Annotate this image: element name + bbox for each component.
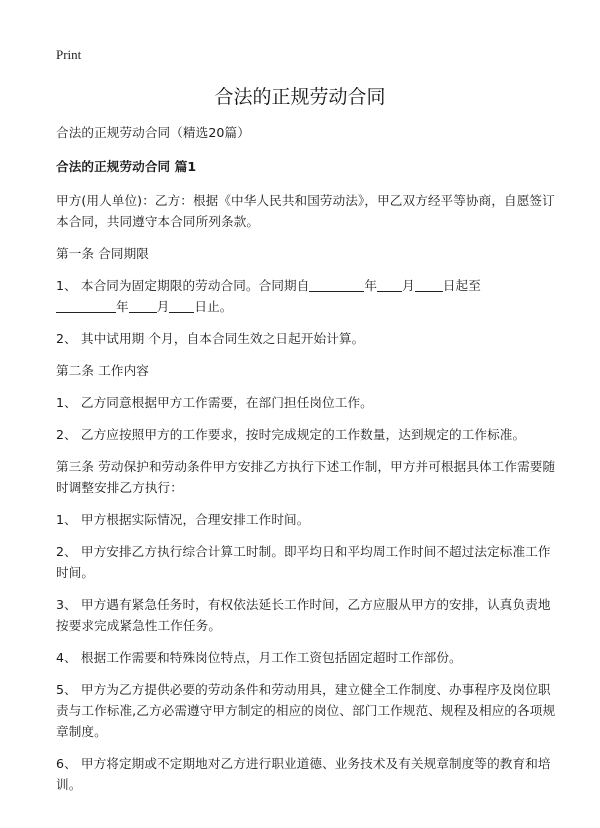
document-body	[56, 122, 556, 806]
clause-text: 日起至	[442, 278, 481, 293]
article-3-clause-4: 4、 根据工作需要和特殊岗位特点，月工作工资包括固定超时工作部份。	[56, 650, 462, 665]
clause-text: 月	[156, 299, 170, 314]
article-1-title: 第一条 合同期限	[56, 246, 149, 261]
document-title: 合法的正规劳动合同	[214, 86, 386, 108]
clause-text: 日止。	[194, 299, 233, 314]
article-2-clause-2: 2、 乙方应按照甲方的工作要求，按时完成规定的工作数量，达到规定的工作标准。	[56, 427, 526, 442]
blank-field	[377, 277, 402, 292]
article-2-clause-1: 1、 乙方同意根据甲方工作需要，在部门担任岗位工作。	[56, 395, 373, 410]
blank-field	[309, 277, 364, 292]
clause-text: 年	[116, 299, 129, 314]
article-3-clause-5: 5、 甲方为乙方提供必要的劳动条件和劳动用具，建立健全工作制度、办事程序及岗位职责与工作标准,乙方必需遵守甲方制定的相应的岗位、部门工作规范、规程及相应的各项规章制度。	[56, 682, 556, 739]
article-3-clause-6: 6、 甲方将定期或不定期地对乙方进行职业道德、业务技术及有关规章制度等的教育和培训。	[56, 756, 551, 792]
blank-field	[56, 298, 116, 313]
document-subtitle: 合法的正规劳动合同（精选20篇）	[56, 125, 250, 140]
article-3-clause-2: 2、 甲方安排乙方执行综合计算工时制。即平均日和平均周工作时间不超过法定标准工作时间。	[56, 544, 551, 580]
print-link[interactable]: Print	[56, 47, 82, 62]
article-1-clause-1	[56, 275, 556, 317]
clause-text: 年	[364, 278, 378, 293]
article-2-title: 第二条 工作内容	[56, 363, 149, 378]
article-3-title: 第三条 劳动保护和劳动条件甲方安排乙方执行下述工作制，甲方并可根据具体工作需要随时调整安排乙方执行：	[56, 459, 556, 495]
blank-field	[415, 277, 443, 292]
blank-field	[129, 298, 157, 313]
clause-text: 1、 本合同为固定期限的劳动合同。合同期自	[56, 278, 310, 293]
blank-field	[169, 298, 194, 313]
article-3-clause-3: 3、 甲方遇有紧急任务时，有权依法延长工作时间，乙方应服从甲方的安排，认真负责地按要求完成紧急性工作任务。	[56, 597, 551, 633]
intro-paragraph: 甲方(用人单位)：乙方：根据《中华人民共和国劳动法》，甲乙双方经平等协商，自愿签订本合同，共同遵守本合同所列条款。	[56, 193, 555, 229]
section-heading: 合法的正规劳动合同 篇1	[56, 159, 197, 174]
article-3-clause-1: 1、 甲方根据实际情况，合理安排工作时间。	[56, 512, 310, 527]
clause-text: 月	[402, 278, 415, 293]
article-1-clause-2: 2、 其中试用期 个月，自本合同生效之日起开始计算。	[56, 331, 365, 346]
